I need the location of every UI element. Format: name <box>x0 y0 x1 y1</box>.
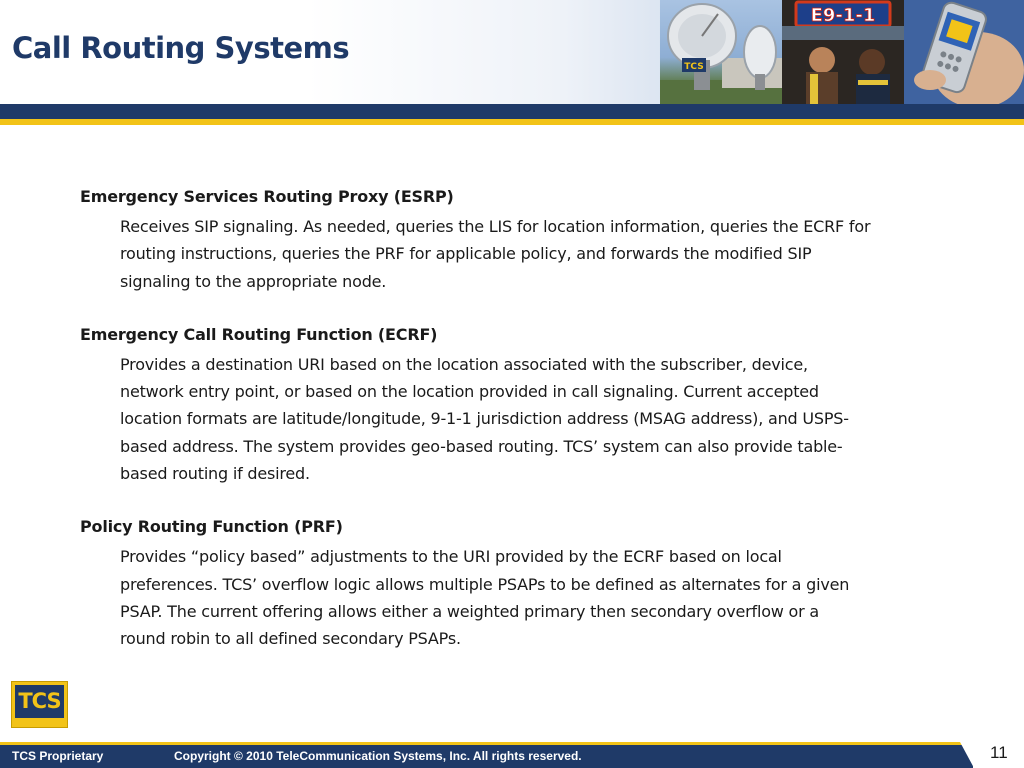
mobile-phone-image <box>904 0 1024 104</box>
e911-responders-image <box>782 0 904 104</box>
slide-title: Call Routing Systems <box>12 31 350 65</box>
e911-banner-text: E9-1-1 <box>810 5 876 26</box>
slide-content <box>80 183 1005 653</box>
description-line: preferences. TCS’ overflow logic allows multiple PSAPs to be defined as alternates for a given <box>120 574 850 594</box>
tcs-logo-text: TCS <box>18 689 61 713</box>
section-description <box>120 351 1005 487</box>
section-prf <box>80 513 1005 652</box>
footer-gold-stripe <box>0 742 1024 745</box>
section-ecrf <box>80 321 1005 487</box>
section-description <box>120 213 1005 295</box>
footer-proprietary: TCS Proprietary <box>12 749 104 763</box>
satellite-dish-image <box>660 0 782 104</box>
slide-header <box>0 0 1024 104</box>
description-line: Provides “policy based” adjustments to the URI provided by the ECRF based on local <box>120 547 782 567</box>
header-band-gold <box>0 119 1024 125</box>
section-heading: Policy Routing Function (PRF) <box>80 517 343 537</box>
footer-copyright: Copyright © 2010 TeleCommunication Systems, Inc. All rights reserved. <box>174 749 582 763</box>
tcs-logo-panel <box>15 685 64 718</box>
page-number-notch <box>960 742 974 768</box>
description-line: PSAP. The current offering allows either a weighted primary then secondary overflow or a <box>120 601 820 621</box>
section-esrp <box>80 183 1005 295</box>
section-description <box>120 543 1005 652</box>
dish-logo-text: TCS <box>684 62 704 72</box>
tcs-logo <box>11 681 68 728</box>
slide-footer <box>0 742 1024 768</box>
description-line: location formats are latitude/longitude, 9-1-1 jurisdiction address (MSAG address), and USPS- <box>120 409 849 429</box>
description-line: network entry point, or based on the location provided in call signaling. Current accepted <box>120 382 819 402</box>
description-line: routing instructions, queries the PRF for applicable policy, and forwards the modified SIP <box>120 244 812 264</box>
description-line: Provides a destination URI based on the location associated with the subscriber, device, <box>120 354 808 374</box>
description-line: round robin to all defined secondary PSAPs. <box>120 629 461 649</box>
description-line: based address. The system provides geo-based routing. TCS’ system can also provide table- <box>120 436 843 456</box>
description-line: based routing if desired. <box>120 464 310 484</box>
section-heading: Emergency Services Routing Proxy (ESRP) <box>80 187 454 206</box>
page-number: 11 <box>990 743 1008 762</box>
description-line: signaling to the appropriate node. <box>120 271 387 291</box>
description-line: Receives SIP signaling. As needed, queries the LIS for location information, queries the ECRF for <box>120 217 871 236</box>
header-band-navy <box>0 104 1024 119</box>
section-heading: Emergency Call Routing Function (ECRF) <box>80 324 438 344</box>
